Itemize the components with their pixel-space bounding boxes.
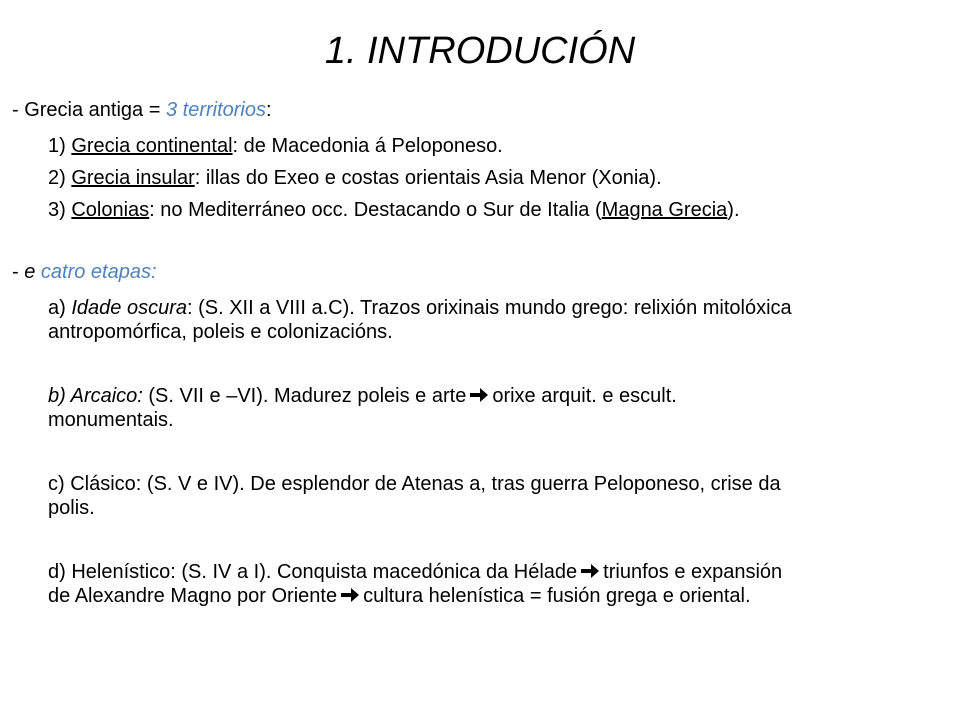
stage-c-line1: c) Clásico: (S. V e IV). De esplendor de Atenas a, tras guerra Peloponeso, crise da — [48, 473, 781, 495]
stage-d-line2 — [48, 584, 751, 608]
stage-text: triunfos e expansión — [603, 561, 783, 583]
stage-term: Idade oscura — [71, 297, 187, 319]
territory-item-2 — [48, 166, 662, 190]
stage-d-line1 — [48, 560, 782, 584]
section2-highlight: catro etapas: — [40, 261, 157, 283]
stage-text: de Alexandre Magno por Oriente — [48, 585, 338, 607]
stage-text: : (S. XII a VIII a.C). Trazos orixinais mundo grego: relixión mitolóxica — [186, 297, 792, 319]
stage-a-line2: antropomórfica, poleis e colonizacións. — [48, 321, 393, 343]
item-number: 2) — [48, 167, 72, 189]
stage-text: orixe arquit. e escult. — [492, 385, 677, 407]
item-term: Colonias — [71, 199, 150, 221]
item-text: : de Macedonia á Peloponeso. — [232, 135, 503, 157]
section2-heading — [12, 260, 157, 284]
stage-text: cultura helenística = fusión grega e oriental. — [363, 585, 751, 607]
stage-b-line2: monumentais. — [48, 409, 174, 431]
right-arrow-icon — [341, 587, 359, 603]
item-term: Grecia insular — [71, 167, 195, 189]
item-term-2: Magna Grecia — [601, 199, 728, 221]
stage-text: d) Helenístico: (S. IV a I). Conquista macedónica da Hélade — [48, 561, 578, 583]
stage-term: b) Arcaico: — [48, 385, 143, 407]
item-text: : illas do Exeo e costas orientais Asia Menor (Xonia). — [194, 167, 662, 189]
section2-e: e — [24, 261, 41, 283]
right-arrow-icon — [581, 563, 599, 579]
territory-item-3 — [48, 198, 740, 222]
territory-item-1 — [48, 134, 503, 158]
item-text: : no Mediterráneo occ. Destacando o Sur de Italia ( — [149, 199, 602, 221]
item-number: 1) — [48, 135, 72, 157]
stage-b-line1 — [48, 384, 677, 408]
section1-prefix: - Grecia antiga = — [12, 99, 166, 121]
right-arrow-icon — [470, 387, 488, 403]
section2-prefix: - — [12, 261, 25, 283]
item-number: 3) — [48, 199, 72, 221]
stage-head: a) — [48, 297, 72, 319]
item-end: ). — [727, 199, 740, 221]
section1-highlight: 3 territorios — [165, 99, 266, 121]
item-term: Grecia continental — [71, 135, 233, 157]
stage-text: (S. VII e –VI). Madurez poleis e arte — [142, 385, 467, 407]
stage-c-line2: polis. — [48, 497, 95, 519]
section1-heading — [12, 98, 272, 122]
slide-title: 1. INTRODUCIÓN — [324, 30, 636, 72]
section1-suffix: : — [266, 99, 272, 121]
stage-a-line1 — [48, 296, 792, 320]
